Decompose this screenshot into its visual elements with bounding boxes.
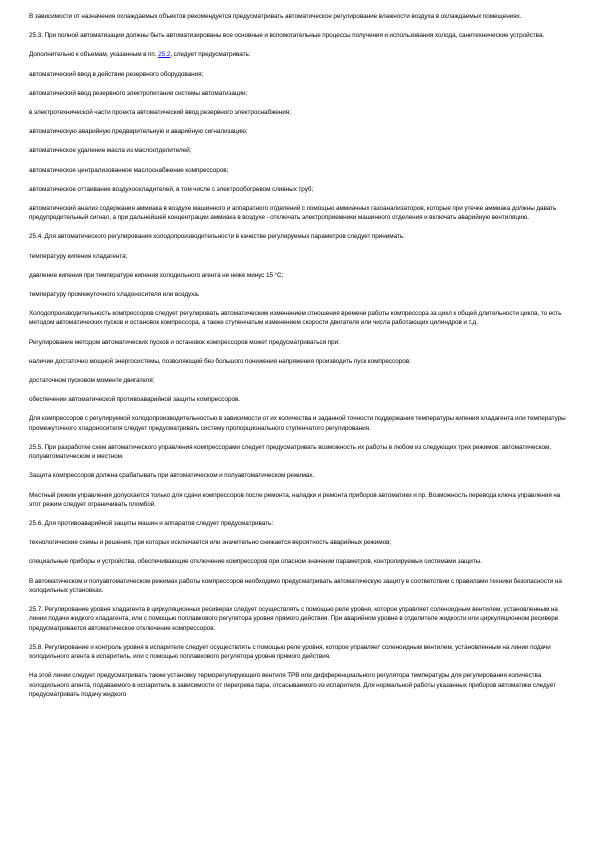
paragraph: Холодопроизводительность компрессоров следует регулировать автоматическим изменением отношения времени работы компрессора за цикл к общей длительности цикла, то есть методом автоматических пусков и остановок компрессора, а также ступенчатым изменением скорости двигателя или числа работающих цилиндров и т.д. xyxy=(29,310,562,327)
clause-link[interactable]: 25.2 xyxy=(158,51,171,59)
paragraph: 25.6. Для противоаварийной защиты машин и аппаратов следует предусматривать: xyxy=(29,519,274,527)
paragraph: В зависимости от назначения охлаждаемых объектов рекомендуется предусматривать автоматическое регулирование влажности воздуха в охлаждаемых помещениях. xyxy=(29,13,522,20)
paragraph: Защита компрессоров должна срабатывать при автоматическом и полуавтоматическом режимах. xyxy=(29,472,315,480)
paragraph: 25.8. Регулирование и контроль уровня в испарителе следует осуществлять с помощью реле уровня, которое управляет соленоидным вентилем, установленным на линии подачи холодильного агента в испаритель, или с помощью поплавкового регулятора уровня прямого действия. xyxy=(29,643,551,661)
paragraph: специальные приборы и устройства, обеспечивающие отключение компрессоров при опасном значении параметров, контролируемых системами защиты. xyxy=(29,558,482,566)
paragraph: в электротехнической части проекта автоматический ввод резервного электроснабжения; xyxy=(29,108,291,116)
paragraph: 25.4. Для автоматического регулирования холодопроизводительности в качестве регулируемых параметров следует принимать: xyxy=(29,233,405,241)
paragraph: 25.7. Регулирование уровня хладагента в циркуляционных ресиверах следует осуществлять с помощью реле уровня, которое управляет соленоидным вентилем, установленным на линии подачи жидкого хладагента, или с помощью поплавкового регулятора уровня прямого действия. При аварийном уровне в отделителе жидкости или циркуляционном ресивере предусматривается автоматическое отключение компрессоров. xyxy=(29,606,559,632)
paragraph: наличии достаточно мощной энергосистемы, позволяющей без большого понижения напряжения производить пуск компрессоров; xyxy=(29,357,411,365)
paragraph: автоматическое оттаивание воздухоохладителей, в том числе с электрообогревом сливных труб; xyxy=(29,185,314,193)
paragraph: Местный режим управления допускается только для сдачи компрессоров после ремонта, наладки и ремонта приборов автоматики и пр. Возможность перевода ключа управления на этот режим следует ограничивать пломбой. xyxy=(29,491,561,508)
paragraph: температуру промежуточного хладоносителя или воздуха. xyxy=(29,290,200,298)
paragraph: автоматическое удаление масла из маслоотделителей; xyxy=(29,147,192,155)
paragraph: Регулирование методом автоматических пусков и остановок компрессоров может предусматриваться при: xyxy=(29,338,340,346)
paragraph: температуру кипения хладагента; xyxy=(29,252,128,260)
paragraph: автоматический ввод резервного электропитания системы автоматизации; xyxy=(29,89,248,97)
paragraph: обеспечении автоматической противоаварийной защиты компрессоров. xyxy=(29,396,241,404)
paragraph: На этой линии следует предусматривать также установку терморегулирующего вентиля ТРВ или дифференциального регулятора температуры для регулирования количества холодильного агента, подаваемого в испаритель в зависимости от перегрева пара, отсасываемого из испарителя. Для нормальной работы указанных приборов автоматики следует предусматривать подачу жидкого xyxy=(29,672,556,698)
paragraph: 25.3. При полной автоматизации должны быть автоматизированы все основные и вспомогательные процессы получения и использования холода, санитехнические устройства. xyxy=(29,32,545,40)
paragraph: автоматическое централизованное маслоснабжение компрессоров; xyxy=(29,166,229,174)
paragraph: технологические схемы и решения, при которых исключается или значительно снижается вероятность аварийных режимов; xyxy=(29,539,392,547)
paragraph: В автоматическом и полуавтоматическом режимах работы компрессоров необходимо предусматривать автоматическую защиту в соответствии с правилами техники безопасности на холодильных установках. xyxy=(29,577,562,594)
paragraph-text: Дополнительно к объемам, указанным в пп. xyxy=(29,51,159,59)
paragraph: автоматическую аварийную предварительную и аварийную сигнализацию; xyxy=(29,128,248,136)
paragraph: автоматический ввод в действие резервного оборудования; xyxy=(29,70,204,78)
paragraph-text: , следует предусматривать: xyxy=(170,51,251,59)
paragraph: Для компрессоров с регулируемой холодопроизводительностью в зависимости от их количества и заданной точности поддержания температуры кипения хладагента или температуры промежуточного хладоносителя следует предусматривать систему пропорционального ступенчатого регулирования. xyxy=(29,415,566,432)
paragraph: 25.5. При разработке схем автоматического управления компрессорами следует предусматривать возможность их работы в любом из следующих трех режимов: автоматическом, полуавтоматическом и местном. xyxy=(29,443,552,461)
document-body xyxy=(29,12,569,709)
paragraph: автоматический анализ содержания аммиака в воздухе машинного и аппаратного отделений с помощью аммиачных газоанализаторов, которые при утечке аммиака должны давать предупредительный сигнал, а при дальнейшей концентрации аммиака в воздухе - отключать электроприемники машинного отделения и включать аварийную вентиляцию. xyxy=(29,204,557,222)
paragraph: давление кипения при температуре кипения холодильного агента не ниже минус 15 °С; xyxy=(29,271,284,279)
paragraph: достаточном пусковом моменте двигателя; xyxy=(29,376,155,384)
paragraph xyxy=(29,50,569,59)
